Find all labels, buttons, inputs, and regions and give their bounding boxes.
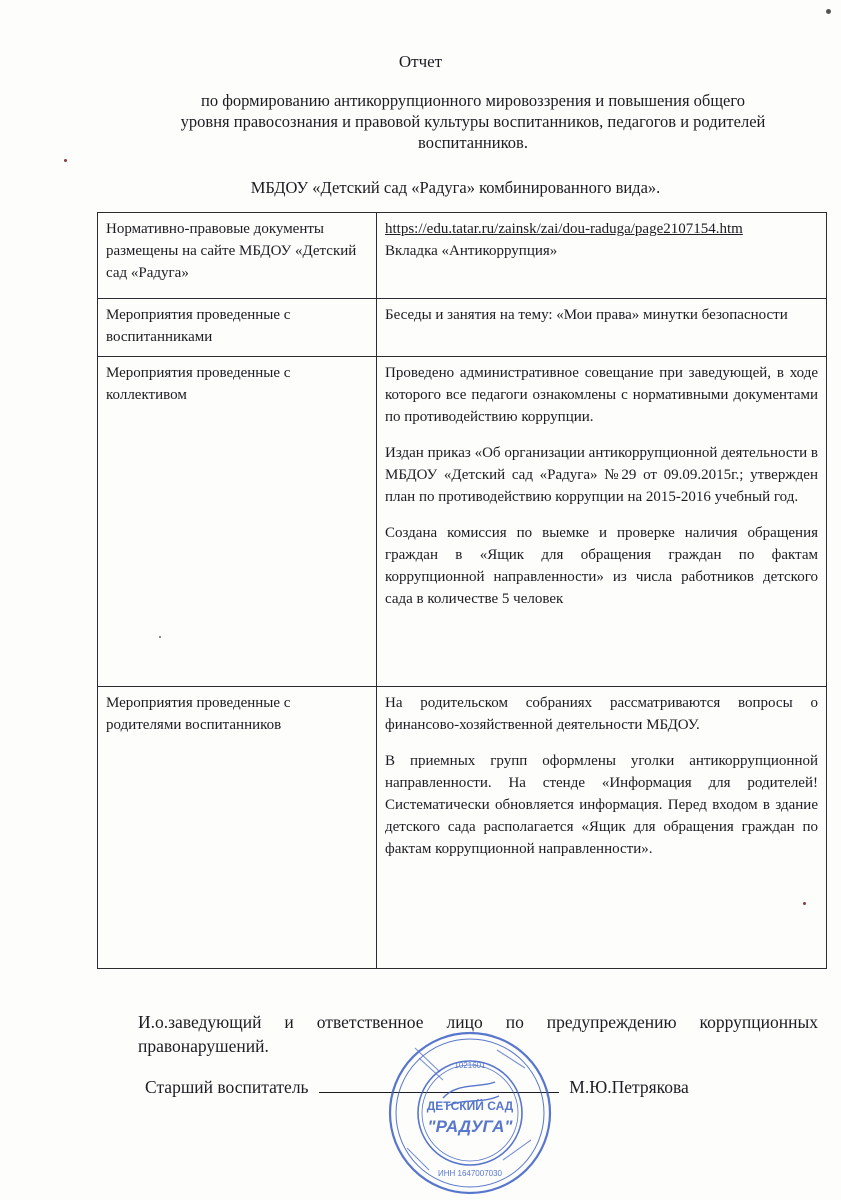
signer-position: Старший воспитатель — [145, 1077, 309, 1097]
organization-name: МБДОУ «Детский сад «Радуга» комбинированного вида». — [250, 178, 661, 197]
row-label: Нормативно-правовые документы размещены на сайте МБДОУ «Детский сад «Радуга» — [98, 213, 377, 299]
stamp-text-2: "РАДУГА" — [427, 1117, 513, 1136]
subtitle-line: уровня правосознания и правовой культуры воспитанников, педагогов и родителей — [180, 112, 766, 131]
table-row — [98, 299, 827, 357]
document-subtitle — [128, 90, 818, 153]
signer-name: М.Ю.Петрякова — [569, 1077, 689, 1097]
site-link[interactable]: https://edu.tatar.ru/zainsk/zai/dou-raduga/page2107154.htm — [385, 221, 743, 237]
row-label: Мероприятия проведенные с воспитанниками — [98, 299, 377, 357]
row-content — [377, 687, 827, 969]
row-label: Мероприятия проведенные с коллективом — [98, 357, 377, 687]
row-content — [377, 357, 827, 687]
subtitle-line: по формированию антикоррупционного мировоззрения и повышения общего — [201, 91, 745, 110]
responsible-person-text: И.о.заведующий и ответственное лицо по предупреждению коррупционных правонарушений. — [138, 1012, 818, 1056]
row-paragraph: В приемных групп оформлены уголки антикоррупционной направленности. На стенде «Информация для родителей! Систематически обновляется информация. Перед входом в здание детского сада располагается «Ящик для обращения граждан по фактам коррупционной направленности». — [385, 753, 818, 857]
subtitle-line: воспитанников. — [418, 133, 528, 152]
document-title: Отчет — [398, 52, 443, 71]
row-paragraph: Беседы и занятия на тему: «Мои права» минутки безопасности — [385, 307, 788, 323]
table-row — [98, 357, 827, 687]
row-label: Мероприятия проведенные с родителями воспитанников — [98, 687, 377, 969]
table-row — [98, 213, 827, 299]
organization-stamp — [385, 1028, 555, 1198]
stamp-inn: ИНН 1647007030 — [437, 1169, 503, 1178]
scan-speck — [803, 902, 806, 905]
row-paragraph: На родительском собраниях рассматриваются вопросы о финансово-хозяйственной деятельности МБДОУ. — [385, 695, 818, 733]
scan-speck — [826, 9, 831, 14]
row-content — [377, 213, 827, 299]
tab-reference: Вкладка «Антикоррупция» — [385, 243, 558, 259]
stamp-text-1: ДЕТСКИЙ САД — [426, 1099, 514, 1113]
row-paragraph: Проведено административное совещание при заведующей, в ходе которого все педагоги ознакомлены с нормативными документами по противодействию коррупции. — [385, 365, 818, 425]
stamp-ogrn: 1021601 — [454, 1061, 486, 1070]
row-content — [377, 299, 827, 357]
table-row — [98, 687, 827, 969]
scan-speck — [159, 636, 161, 638]
report-table — [97, 212, 827, 969]
scan-speck — [64, 159, 67, 162]
row-paragraph: Издан приказ «Об организации антикоррупционной деятельности в МБДОУ «Детский сад «Радуга» №29 от 09.09.2015г.; утвержден план по противодействию коррупции на 2015-2016 учебный год. — [385, 445, 818, 505]
row-paragraph: Создана комиссия по выемке и проверке наличия обращения граждан в «Ящик для обращения граждан по фактам коррупционной направленности» из числа работников детского сада в количестве 5 человек — [385, 525, 818, 607]
